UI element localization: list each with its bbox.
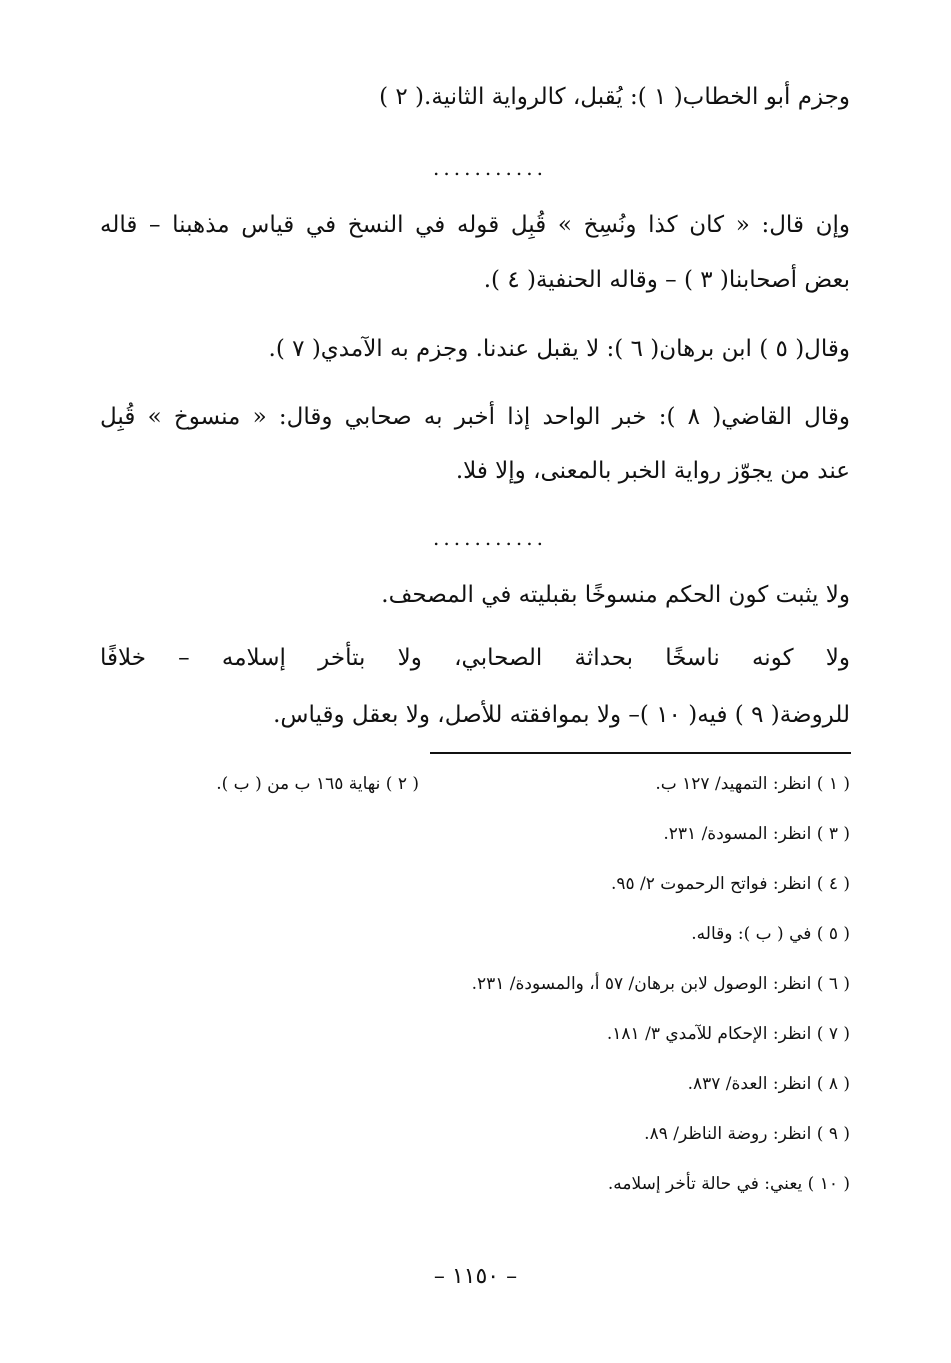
- footnote-5: ( ٥ ) في ( ب ): وقاله.: [691, 924, 850, 944]
- paragraph-ibn-burhan-line-1: وقال( ٥ ) ابن برهان( ٦ ): لا يقبل عندنا. وجزم به الآمدي( ٧ ).: [268, 336, 850, 362]
- footnote-1: ( ١ ) انظر: التمهيد/ ١٢٧ ب.: [655, 774, 850, 794]
- footnote-10: ( ١٠ ) يعني: في حالة تأخر إسلامه.: [607, 1174, 850, 1194]
- footnote-6: ( ٦ ) انظر: الوصول لابن برهان/ ٥٧ أ، والمسودة/ ٢٣١.: [471, 974, 850, 994]
- paragraph-mushaf-order-line-1: ولا يثبت كون الحكم منسوخًا بقبليته في المصحف.: [381, 582, 850, 608]
- footnote-divider: [430, 752, 851, 754]
- footnote-3: ( ٣ ) انظر: المسودة/ ٢٣١.: [663, 824, 850, 844]
- paragraph-qadi-line-2: عند من يجوّز رواية الخبر بالمعنى، وإلا فلا.: [455, 458, 850, 484]
- paragraph-qadi-line-1: وقال القاضي( ٨ ): خبر الواحد إذا أخبر به صحابي وقال: « منسوخ » قُبِل: [100, 404, 850, 430]
- footnote-8: ( ٨ ) انظر: العدة/ ٨٣٧.: [687, 1074, 850, 1094]
- section-separator-2: ...........: [433, 526, 547, 550]
- paragraph-abu-al-khattab-line-1: وجزم أبو الخطاب( ١ ): يُقبل، كالرواية الثانية.( ٢ ): [379, 84, 850, 110]
- page-number: – ١١٥٠ –: [433, 1264, 518, 1289]
- footnote-2: ( ٢ ) نهاية ١٦٥ ب من ( ب ).: [216, 774, 419, 794]
- footnote-9: ( ٩ ) انظر: روضة الناظر/ ٨٩.: [644, 1124, 850, 1144]
- paragraph-nasikh-line-1: ولا كونه ناسخًا بحداثة الصحابي، ولا بتأخر إسلامه – خلافًا: [100, 645, 850, 671]
- footnote-7: ( ٧ ) انظر: الإحكام للآمدي ٣/ ١٨١.: [606, 1024, 850, 1044]
- paragraph-naskh-claim-line-1: وإن قال: « كان كذا ونُسِخ » قُبِل قوله في النسخ في قياس مذهبنا – قاله: [100, 212, 850, 238]
- paragraph-nasikh-line-2: للروضة( ٩ ) فيه( ١٠ )– ولا بموافقته للأصل، ولا بعقل وقياس.: [273, 702, 850, 728]
- paragraph-naskh-claim-line-2: بعض أصحابنا( ٣ ) – وقاله الحنفية( ٤ ).: [483, 267, 850, 293]
- footnote-4: ( ٤ ) انظر: فواتح الرحموت ٢/ ٩٥.: [610, 874, 850, 894]
- section-separator-1: ...........: [433, 156, 547, 180]
